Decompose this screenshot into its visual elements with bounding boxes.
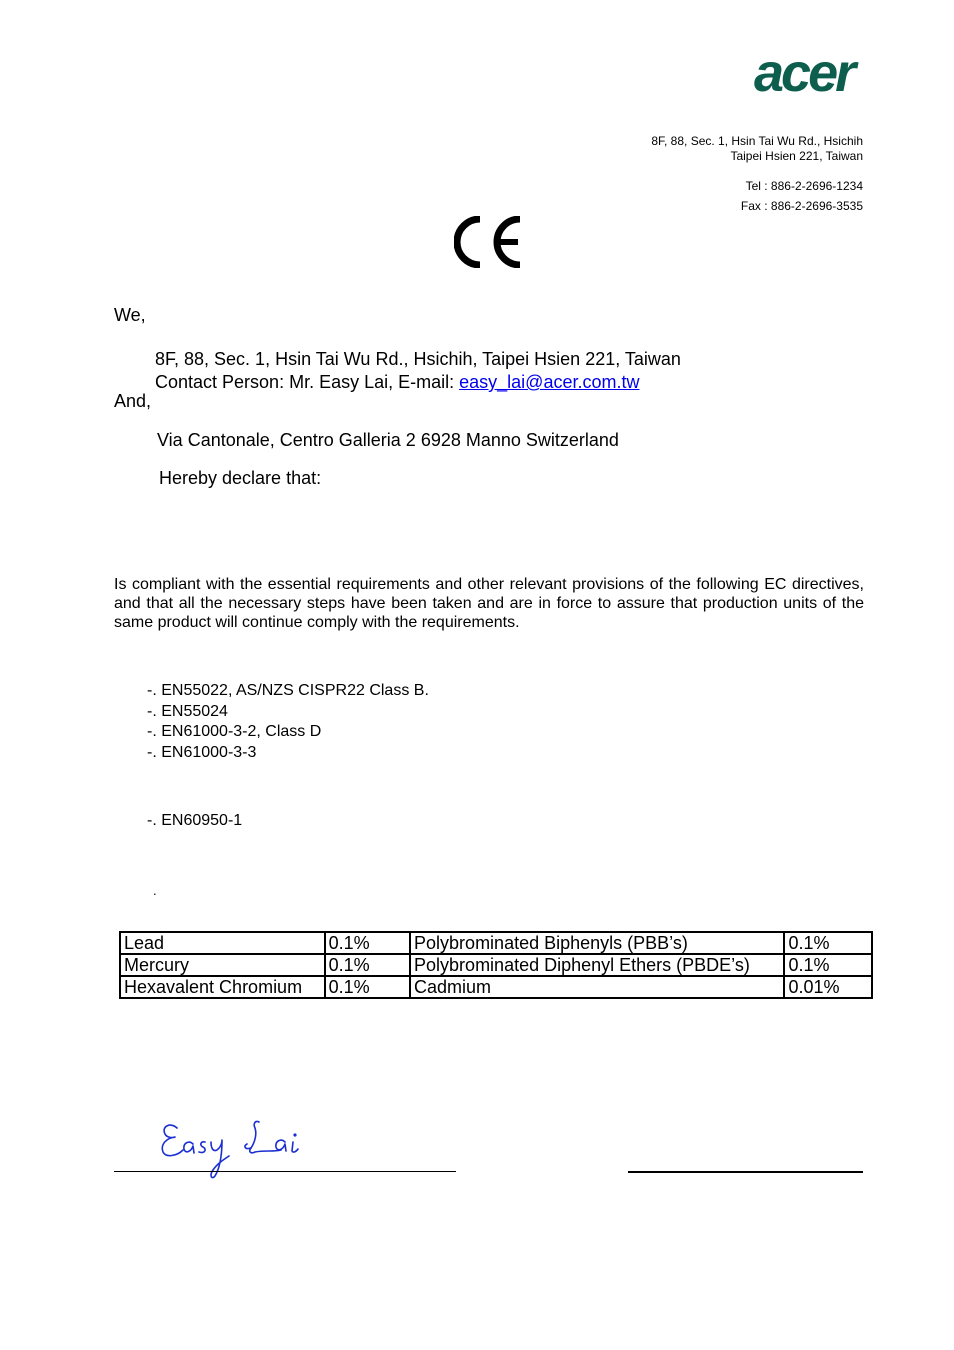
company-tel: Tel : 886-2-2696-1234: [745, 179, 863, 193]
substance-limits-table: [119, 931, 873, 999]
acer-logo: [752, 48, 897, 98]
substance-limit: 0.1%: [784, 954, 872, 976]
substance-limit: 0.1%: [325, 954, 410, 976]
company-address: [651, 134, 863, 164]
emc-standards-list: [147, 681, 429, 763]
emc-standard-item: -. EN61000-3-2, Class D: [147, 723, 322, 740]
declarant-address: 8F, 88, Sec. 1, Hsin Tai Wu Rd., Hsichih, Taipei Hsien 221, Taiwan: [155, 349, 681, 369]
address-line-1: 8F, 88, Sec. 1, Hsin Tai Wu Rd., Hsichih: [651, 134, 863, 148]
dot-mark: .: [153, 883, 157, 898]
substance-name: Hexavalent Chromium: [120, 976, 325, 998]
substance-limit: 0.1%: [784, 932, 872, 954]
contact-email-link[interactable]: easy_lai@acer.com.tw: [459, 372, 640, 392]
table-row: [120, 976, 872, 998]
emc-standard-item: -. EN55024: [147, 702, 228, 720]
contact-prefix: Contact Person: Mr. Easy Lai, E-mail:: [155, 372, 460, 392]
substance-name: Polybrominated Biphenyls (PBB’s): [410, 932, 784, 954]
emc-standard-item: -. EN61000-3-3: [147, 743, 257, 761]
substance-limit: 0.1%: [325, 976, 410, 998]
and-label: And,: [114, 391, 152, 411]
we-label: We,: [114, 305, 146, 325]
emc-standard-item: -. EN55022, AS/NZS CISPR22 Class B.: [147, 682, 429, 699]
ce-mark-icon: [454, 216, 524, 268]
table-row: [120, 954, 872, 976]
company-fax: Fax : 886-2-2696-3535: [740, 199, 863, 213]
contact-line: [155, 371, 639, 393]
acer-logo-text: acer: [754, 48, 854, 98]
signature-line: [114, 1171, 456, 1172]
substance-name: Polybrominated Diphenyl Ethers (PBDE’s): [410, 954, 784, 976]
safety-standard: -. EN60950-1: [147, 812, 243, 829]
substance-name: Cadmium: [410, 976, 784, 998]
declare-line: Hereby declare that:: [159, 468, 322, 488]
compliance-paragraph: Is compliant with the essential requirements and other relevant provisions of the following EC directives, and that all the necessary steps have been taken and are in force to assure that production units of the same product will continue comply with the requirements.: [114, 576, 864, 631]
date-line: [628, 1171, 863, 1173]
table-row: [120, 932, 872, 954]
substance-limit: 0.1%: [325, 932, 410, 954]
substance-name: Mercury: [120, 954, 325, 976]
eu-address: Via Cantonale, Centro Galleria 2 6928 Manno Switzerland: [157, 430, 619, 450]
substance-name: Lead: [120, 932, 325, 954]
substance-limit: 0.01%: [784, 976, 872, 998]
address-line-2: Taipei Hsien 221, Taiwan: [730, 149, 863, 163]
